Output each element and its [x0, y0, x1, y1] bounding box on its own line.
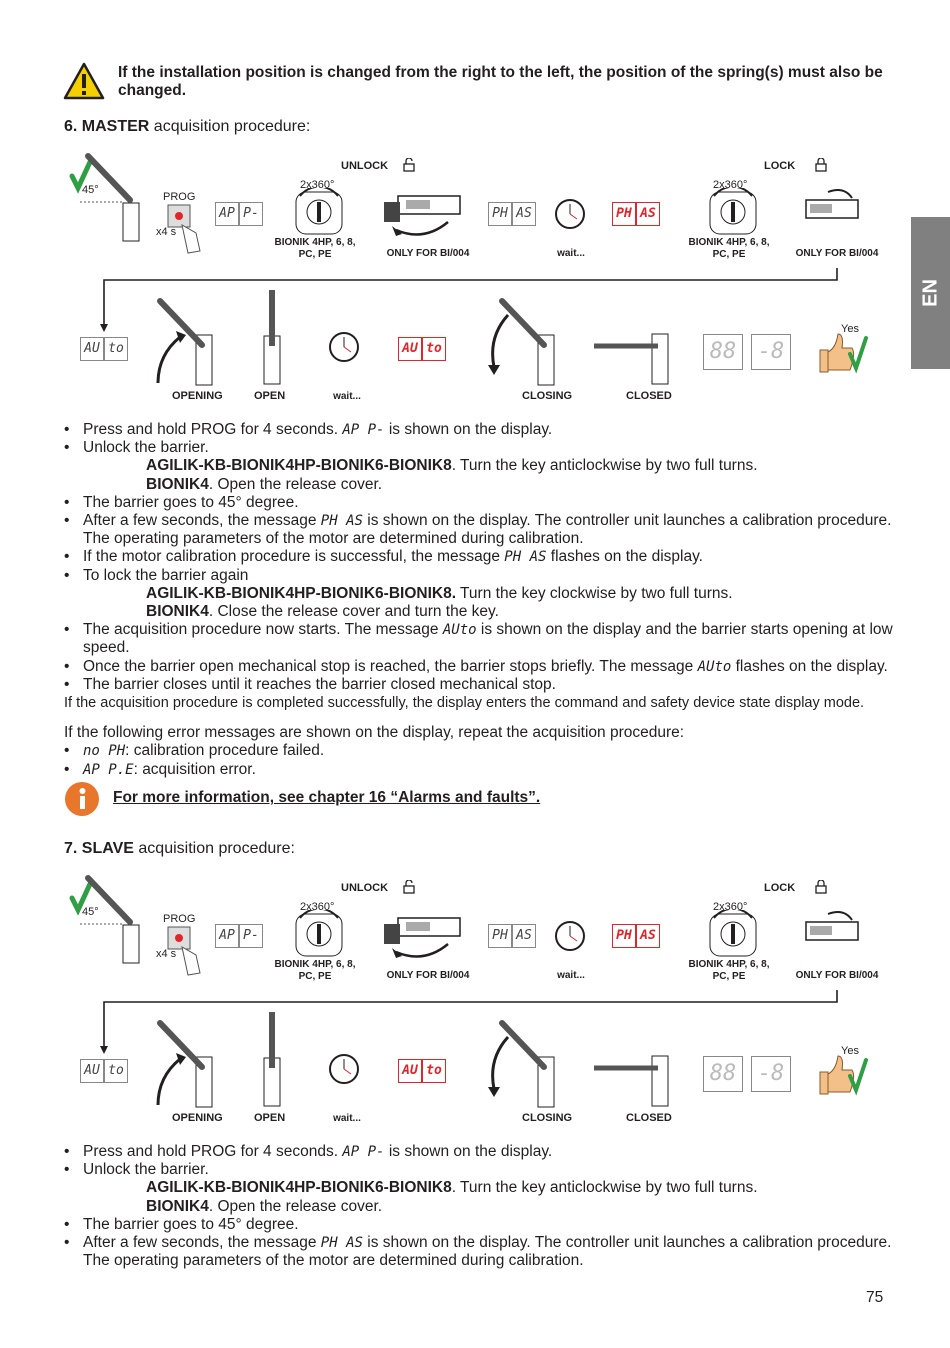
slave-name: SLAVE — [81, 840, 134, 857]
display-digit: AU — [398, 337, 422, 361]
list-item — [64, 676, 894, 694]
turns-label: 2x360° — [300, 901, 335, 913]
lock-padlock-icon — [814, 880, 828, 894]
clock-icon — [328, 1053, 360, 1085]
only-bi-label: ONLY FOR BI/004 — [795, 970, 879, 981]
lock-label: LOCK — [764, 160, 796, 172]
list-subitem — [64, 476, 894, 494]
error-intro: If the following error messages are shown on the display, repeat the acquisition procedure: — [64, 724, 685, 742]
info-link[interactable]: For more information, see chapter 16 “Alarms and faults”. — [113, 789, 541, 806]
info-icon — [64, 781, 100, 817]
barrier-45-icon — [68, 148, 148, 243]
display-code: AUto — [697, 658, 732, 675]
step-text: . Turn the key anticlockwise by two full turns. — [451, 457, 758, 475]
list-subitem — [64, 457, 894, 475]
thumbs-up-check-icon — [814, 328, 868, 376]
display-code: PH AS — [504, 549, 547, 566]
lock-padlock-icon — [814, 158, 828, 172]
open-label: OPEN — [254, 390, 286, 402]
x4s-label: x4 s — [156, 948, 177, 960]
unlock-label: UNLOCK — [341, 882, 389, 894]
step-text: . Open the release cover. — [208, 475, 383, 493]
release-cover-closed-icon — [800, 908, 866, 954]
step-text: Unlock the barrier. — [83, 439, 209, 457]
list-item — [64, 621, 894, 657]
language-tab — [911, 217, 950, 369]
master-steps — [64, 421, 894, 779]
barrier-closed-icon — [592, 330, 672, 386]
closing-label: CLOSING — [522, 1112, 573, 1124]
key-clockwise-icon — [704, 910, 762, 960]
display-digit: AS — [636, 202, 660, 226]
display-digit: PH — [488, 924, 512, 948]
language-tab-label: EN — [919, 279, 941, 307]
barrier-opening-icon — [150, 1017, 220, 1109]
only-bi-label: ONLY FOR BI/004 — [386, 248, 470, 259]
master-name: MASTER — [81, 118, 150, 135]
turns-label: 2x360° — [713, 179, 748, 191]
bionik-label: BIONIK 4HP, 6, 8, PC, PE — [688, 959, 770, 982]
display-code: no PH — [83, 743, 126, 760]
list-item — [64, 1216, 894, 1234]
display-ph — [488, 202, 536, 226]
release-cover-closed-icon — [800, 186, 866, 232]
clock-icon — [328, 331, 360, 363]
slave-section-title — [64, 840, 295, 858]
display-ap — [215, 924, 263, 948]
prog-label: PROG — [163, 913, 196, 925]
list-subitem — [64, 1198, 894, 1216]
unlock-padlock-icon — [402, 880, 416, 894]
display-digit: PH — [612, 202, 636, 226]
step-text: Press and hold PROG for 4 seconds. — [83, 421, 339, 438]
unlock-padlock-icon — [402, 158, 416, 172]
display-digit: -8 — [751, 1056, 791, 1092]
prog-label: PROG — [163, 191, 196, 203]
slave-diagram — [0, 862, 900, 1132]
warning-icon — [63, 62, 105, 100]
slave-number: 7. — [64, 840, 78, 857]
list-item — [64, 1161, 894, 1179]
barrier-open-icon — [258, 286, 288, 386]
display-code: AP P.E — [83, 761, 134, 778]
warning-text: If the installation position is changed from the right to the left, the position of the spring(s) must also be changed. — [118, 64, 883, 99]
success-note: If the acquisition procedure is completed successfully, the display enters the command and safety device state display mode. — [64, 695, 865, 712]
display-digit: AP — [215, 924, 239, 948]
slave-steps — [64, 1143, 894, 1270]
step-text: is shown on the display. — [388, 421, 553, 438]
barrier-opening-icon — [150, 295, 220, 387]
closed-label: CLOSED — [626, 1112, 672, 1124]
step-text: flashes on the display. — [550, 548, 703, 566]
thumbs-up-check-icon — [814, 1050, 868, 1098]
step-text: : acquisition error. — [133, 760, 256, 778]
model-name: BIONIK4 — [146, 1197, 209, 1215]
step-text: If the motor calibration procedure is successful, the message — [83, 548, 500, 566]
display-code: PH AS — [320, 1235, 363, 1252]
display-digit: 88 — [703, 1056, 743, 1092]
display-auto-flashing — [398, 1059, 446, 1083]
step-text: . Close the release cover and turn the key. — [208, 603, 499, 621]
master-number: 6. — [64, 118, 78, 135]
model-name: AGILIK-KB-BIONIK4HP-BIONIK6-BIONIK8 — [146, 1179, 452, 1197]
closing-label: CLOSING — [522, 390, 573, 402]
wait-label: wait... — [557, 248, 585, 259]
barrier-closing-icon — [486, 295, 558, 387]
key-anticlockwise-icon — [290, 188, 348, 238]
bionik-label: BIONIK 4HP, 6, 8, PC, PE — [274, 959, 356, 982]
list-subitem — [64, 603, 894, 621]
display-digit: to — [422, 337, 446, 361]
bionik-label: BIONIK 4HP, 6, 8, PC, PE — [274, 237, 356, 260]
step-text: . Open the release cover. — [208, 1197, 383, 1215]
display-digit: 88 — [703, 334, 743, 370]
list-subitem — [64, 1179, 894, 1197]
step-text: Turn the key clockwise by two full turns. — [456, 584, 733, 602]
model-name: BIONIK4 — [146, 603, 209, 621]
open-label: OPEN — [254, 1112, 286, 1124]
display-auto-flashing — [398, 337, 446, 361]
list-item — [64, 439, 894, 457]
display-digit: to — [104, 337, 128, 361]
display-digit: PH — [612, 924, 636, 948]
master-suffix: acquisition procedure: — [149, 118, 311, 135]
display-digit: AS — [512, 202, 536, 226]
closed-label: CLOSED — [626, 390, 672, 402]
display-digit: P- — [239, 202, 263, 226]
step-text: To lock the barrier again — [83, 566, 249, 584]
display-digit: to — [422, 1059, 446, 1083]
step-text: The acquisition procedure now starts. The message — [83, 621, 439, 639]
bionik-label: BIONIK 4HP, 6, 8, PC, PE — [688, 237, 770, 260]
display-ap — [215, 202, 263, 226]
list-item — [64, 567, 894, 585]
list-subitem — [64, 585, 894, 603]
barrier-open-icon — [258, 1008, 288, 1108]
step-text: Unlock the barrier. — [83, 1161, 209, 1179]
only-bi-label: ONLY FOR BI/004 — [386, 970, 470, 981]
list-item — [64, 421, 894, 439]
list-item — [64, 742, 894, 760]
display-auto — [80, 1059, 128, 1083]
slave-suffix: acquisition procedure: — [133, 840, 295, 857]
display-digit: to — [104, 1059, 128, 1083]
display-digit: AS — [636, 924, 660, 948]
model-name: AGILIK-KB-BIONIK4HP-BIONIK6-BIONIK8 — [146, 457, 452, 475]
angle-label: 45° — [82, 184, 99, 196]
step-text: Once the barrier open mechanical stop is reached, the barrier stops briefly. The message — [83, 657, 694, 675]
display-ph-flashing — [612, 202, 660, 226]
step-text: is shown on the display. The controller unit launches a calibration procedure. The operating parameters of the motor are determined during calibration. — [83, 1234, 892, 1270]
list-item — [64, 548, 894, 566]
clock-icon — [554, 198, 586, 230]
key-clockwise-icon — [704, 188, 762, 238]
yes-label: Yes — [841, 1045, 859, 1057]
page-number: 75 — [866, 1289, 884, 1306]
step-text: The barrier goes to 45° degree. — [83, 1215, 299, 1233]
lock-label: LOCK — [764, 882, 796, 894]
step-text: flashes on the display. — [735, 657, 888, 675]
display-code: PH AS — [320, 513, 363, 530]
x4s-label: x4 s — [156, 226, 177, 238]
only-bi-label: ONLY FOR BI/004 — [795, 248, 879, 259]
barrier-closed-icon — [592, 1052, 672, 1108]
step-text: is shown on the display and the barrier starts opening at low speed. — [83, 621, 893, 657]
step-text: The barrier goes to 45° degree. — [83, 493, 299, 511]
step-text: Press and hold PROG for 4 seconds. — [83, 1143, 339, 1160]
list-item — [64, 494, 894, 512]
list-item — [64, 1143, 894, 1161]
display-code: AP P- — [342, 422, 385, 438]
wait-label: wait... — [333, 1113, 361, 1124]
list-item — [64, 512, 894, 548]
display-auto — [80, 337, 128, 361]
model-name: BIONIK4 — [146, 475, 209, 493]
model-name: AGILIK-KB-BIONIK4HP-BIONIK6-BIONIK8. — [146, 584, 457, 602]
display-digit: PH — [488, 202, 512, 226]
turns-label: 2x360° — [300, 179, 335, 191]
display-ph — [488, 924, 536, 948]
display-digit: -8 — [751, 334, 791, 370]
barrier-45-icon — [68, 870, 148, 965]
display-code: AUto — [442, 622, 477, 639]
display-digit: AU — [80, 1059, 104, 1083]
display-digit: AS — [512, 924, 536, 948]
list-item — [64, 1234, 894, 1270]
key-anticlockwise-icon — [290, 910, 348, 960]
yes-label: Yes — [841, 323, 859, 335]
step-text: : calibration procedure failed. — [125, 742, 325, 760]
release-cover-open-icon — [378, 908, 470, 960]
step-text: is shown on the display. The controller unit launches a calibration procedure. The operating parameters of the motor are determined during calibration. — [83, 512, 892, 548]
wait-label: wait... — [333, 391, 361, 402]
barrier-closing-icon — [486, 1017, 558, 1109]
wait-label: wait... — [557, 970, 585, 981]
master-section-title — [64, 118, 310, 136]
step-text: is shown on the display. — [388, 1143, 553, 1160]
master-diagram — [0, 140, 900, 410]
step-text: After a few seconds, the message — [83, 512, 317, 530]
display-digit: AP — [215, 202, 239, 226]
display-standby — [703, 334, 791, 370]
list-item — [64, 658, 894, 676]
release-cover-open-icon — [378, 186, 470, 238]
opening-label: OPENING — [172, 390, 223, 402]
display-standby — [703, 1056, 791, 1092]
display-digit: AU — [80, 337, 104, 361]
unlock-label: UNLOCK — [341, 160, 389, 172]
display-digit: P- — [239, 924, 263, 948]
opening-label: OPENING — [172, 1112, 223, 1124]
step-text: . Turn the key anticlockwise by two full turns. — [451, 1179, 758, 1197]
step-text: The barrier closes until it reaches the barrier closed mechanical stop. — [83, 675, 556, 693]
turns-label: 2x360° — [713, 901, 748, 913]
display-ph-flashing — [612, 924, 660, 948]
display-code: AP P- — [342, 1144, 385, 1160]
list-item — [64, 761, 894, 779]
clock-icon — [554, 920, 586, 952]
step-text: After a few seconds, the message — [83, 1234, 317, 1252]
angle-label: 45° — [82, 906, 99, 918]
display-digit: AU — [398, 1059, 422, 1083]
